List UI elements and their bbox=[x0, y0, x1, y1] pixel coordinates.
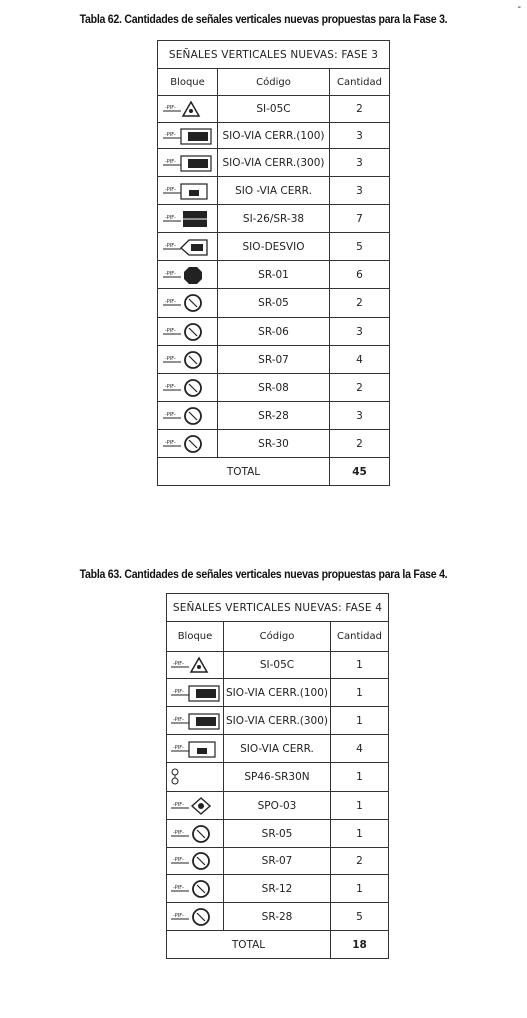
bloque-cell bbox=[158, 402, 218, 430]
svg-text:-PIF-: -PIF- bbox=[164, 299, 176, 305]
codigo-cell: SIO-DESVIO bbox=[218, 233, 330, 261]
circle-sign-icon bbox=[167, 828, 224, 840]
bloque-cell bbox=[167, 848, 224, 875]
codigo-cell: SR-07 bbox=[224, 848, 331, 875]
circle-sign-icon bbox=[159, 354, 217, 366]
cantidad-cell: 1 bbox=[331, 763, 389, 792]
cantidad-cell: 3 bbox=[330, 123, 390, 149]
bloque-cell bbox=[167, 763, 224, 792]
cantidad-cell: 5 bbox=[331, 903, 389, 931]
cantidad-cell: 3 bbox=[330, 149, 390, 177]
table-row bbox=[158, 318, 390, 346]
circle-sign-icon bbox=[167, 911, 224, 923]
cantidad-cell: 3 bbox=[330, 177, 390, 205]
col-header-codigo: Código bbox=[224, 622, 331, 652]
rect-sign-icon bbox=[159, 130, 217, 142]
svg-text:-PIF-: -PIF- bbox=[164, 131, 176, 138]
cantidad-cell: 1 bbox=[331, 679, 389, 707]
cantidad-cell: 4 bbox=[331, 735, 389, 763]
bloque-cell bbox=[167, 875, 224, 903]
bloque-cell bbox=[158, 205, 218, 233]
svg-text:-PIF-: -PIF- bbox=[164, 327, 176, 334]
table-row bbox=[158, 402, 390, 430]
table-row bbox=[158, 346, 390, 374]
cantidad-cell: 2 bbox=[330, 374, 390, 402]
triangle-sign-icon bbox=[159, 103, 217, 115]
table-row bbox=[158, 374, 390, 402]
bloque-cell bbox=[167, 735, 224, 763]
cantidad-cell: 5 bbox=[330, 233, 390, 261]
bloque-cell bbox=[158, 346, 218, 374]
svg-text:-PIF-: -PIF- bbox=[173, 857, 184, 863]
table-row bbox=[167, 903, 389, 931]
box-sign-icon bbox=[167, 743, 224, 755]
col-header-cantidad: Cantidad bbox=[331, 622, 389, 652]
svg-text:-PIF-: -PIF- bbox=[173, 912, 184, 919]
codigo-cell: SI-05C bbox=[218, 96, 330, 123]
svg-text:-PIF-: -PIF- bbox=[173, 884, 184, 891]
board-sign-icon bbox=[159, 213, 217, 225]
col-header-bloque: Bloque bbox=[167, 622, 224, 652]
codigo-cell: SI-26/SR-38 bbox=[218, 205, 330, 233]
cantidad-cell: 2 bbox=[330, 96, 390, 123]
bloque-cell bbox=[167, 820, 224, 848]
table-row bbox=[167, 763, 389, 792]
bloque-cell bbox=[158, 374, 218, 402]
svg-text:-PIF-: -PIF- bbox=[173, 801, 184, 808]
bloque-cell bbox=[167, 903, 224, 931]
circle-sign-icon bbox=[167, 855, 224, 867]
total-value: 45 bbox=[330, 458, 390, 486]
codigo-cell: SR-28 bbox=[224, 903, 331, 931]
cantidad-cell: 4 bbox=[330, 346, 390, 374]
cantidad-cell: 2 bbox=[330, 289, 390, 318]
cantidad-cell: 1 bbox=[331, 820, 389, 848]
table-row bbox=[167, 735, 389, 763]
svg-text:-PIF-: -PIF- bbox=[164, 355, 176, 362]
circle-sign-icon bbox=[159, 438, 217, 450]
bloque-cell bbox=[167, 707, 224, 735]
svg-text:-PIF-: -PIF- bbox=[173, 688, 184, 695]
bloque-cell bbox=[167, 652, 224, 679]
bloque-cell bbox=[167, 679, 224, 707]
svg-text:-PIF-: -PIF- bbox=[173, 661, 184, 667]
arrow-sign-icon bbox=[159, 241, 217, 253]
codigo-cell: SR-30 bbox=[218, 430, 330, 458]
cantidad-cell: 1 bbox=[331, 875, 389, 903]
cantidad-cell: 7 bbox=[330, 205, 390, 233]
stop-sign-icon bbox=[159, 269, 217, 281]
table-row bbox=[167, 652, 389, 679]
box-sign-icon bbox=[159, 185, 217, 197]
rect-sign-icon bbox=[159, 157, 217, 169]
table-row bbox=[158, 177, 390, 205]
table-row bbox=[158, 261, 390, 289]
svg-text:-PIF-: -PIF- bbox=[164, 105, 176, 111]
codigo-cell: SPO-03 bbox=[224, 792, 331, 820]
rect-sign-icon bbox=[167, 715, 224, 727]
cantidad-cell: 1 bbox=[331, 652, 389, 679]
total-label: TOTAL bbox=[167, 931, 331, 959]
table-row bbox=[158, 149, 390, 177]
codigo-cell: SIO-VIA CERR.(100) bbox=[218, 123, 330, 149]
diamond-sign-icon bbox=[167, 800, 224, 812]
codigo-cell: SR-08 bbox=[218, 374, 330, 402]
table-row bbox=[158, 289, 390, 318]
svg-text:-PIF-: -PIF- bbox=[164, 270, 176, 277]
cantidad-cell: 2 bbox=[331, 848, 389, 875]
table-row bbox=[158, 123, 390, 149]
codigo-cell: SP46-SR30N bbox=[224, 763, 331, 792]
bloque-cell bbox=[158, 177, 218, 205]
table-row bbox=[167, 820, 389, 848]
svg-text:-PIF-: -PIF- bbox=[164, 186, 176, 193]
codigo-cell: SR-05 bbox=[224, 820, 331, 848]
svg-text:-PIF-: -PIF- bbox=[164, 411, 176, 418]
bloque-cell bbox=[167, 792, 224, 820]
codigo-cell: SIO-VIA CERR.(100) bbox=[224, 679, 331, 707]
cantidad-cell: 3 bbox=[330, 318, 390, 346]
total-label: TOTAL bbox=[158, 458, 330, 486]
bloque-cell bbox=[158, 289, 218, 318]
table-62 bbox=[157, 40, 390, 486]
total-value: 18 bbox=[331, 931, 389, 959]
cantidad-cell: 1 bbox=[331, 792, 389, 820]
bloque-cell bbox=[158, 149, 218, 177]
svg-text:-PIF-: -PIF- bbox=[164, 383, 176, 390]
table-row bbox=[167, 679, 389, 707]
table-row bbox=[158, 205, 390, 233]
codigo-cell: SIO-VIA CERR.(300) bbox=[224, 707, 331, 735]
svg-text:-PIF-: -PIF- bbox=[173, 716, 184, 723]
codigo-cell: SR-05 bbox=[218, 289, 330, 318]
circle-sign-icon bbox=[159, 382, 217, 394]
col-header-cantidad: Cantidad bbox=[330, 69, 390, 96]
codigo-cell: SR-01 bbox=[218, 261, 330, 289]
table-row bbox=[158, 430, 390, 458]
bloque-cell bbox=[158, 318, 218, 346]
codigo-cell: SIO-VIA CERR.(300) bbox=[218, 149, 330, 177]
col-header-codigo: Código bbox=[218, 69, 330, 96]
post-sign-icon bbox=[167, 771, 224, 783]
cantidad-cell: 1 bbox=[331, 707, 389, 735]
cantidad-cell: 6 bbox=[330, 261, 390, 289]
bloque-cell bbox=[158, 430, 218, 458]
svg-text:-PIF-: -PIF- bbox=[173, 829, 184, 836]
circle-sign-icon bbox=[159, 297, 217, 309]
codigo-cell: SR-12 bbox=[224, 875, 331, 903]
codigo-cell: SR-28 bbox=[218, 402, 330, 430]
circle-sign-icon bbox=[159, 326, 217, 338]
rect-sign-icon bbox=[167, 687, 224, 699]
cantidad-cell: 2 bbox=[330, 430, 390, 458]
circle-sign-icon bbox=[159, 410, 217, 422]
bloque-cell bbox=[158, 96, 218, 123]
svg-text:-PIF-: -PIF- bbox=[164, 158, 176, 165]
table-63-title: SEÑALES VERTICALES NUEVAS: FASE 4 bbox=[167, 594, 389, 622]
codigo-cell: SR-06 bbox=[218, 318, 330, 346]
table-row bbox=[167, 848, 389, 875]
svg-text:-PIF-: -PIF- bbox=[173, 744, 184, 751]
table-row bbox=[158, 96, 390, 123]
bloque-cell bbox=[158, 261, 218, 289]
table-row bbox=[167, 707, 389, 735]
table-62-caption: Tabla 62. Cantidades de señales verticales nuevas propuestas para la Fase 3. bbox=[79, 12, 448, 26]
codigo-cell: SIO-VIA CERR. bbox=[224, 735, 331, 763]
col-header-bloque: Bloque bbox=[158, 69, 218, 96]
table-63 bbox=[166, 593, 389, 959]
circle-sign-icon bbox=[167, 883, 224, 895]
cantidad-cell: 3 bbox=[330, 402, 390, 430]
bloque-cell bbox=[158, 123, 218, 149]
svg-text:-PIF-: -PIF- bbox=[164, 214, 176, 221]
svg-text:-PIF-: -PIF- bbox=[164, 242, 176, 249]
codigo-cell: SI-05C bbox=[224, 652, 331, 679]
table-row bbox=[158, 233, 390, 261]
triangle-sign-icon bbox=[167, 659, 224, 671]
table-row bbox=[167, 875, 389, 903]
svg-text:-PIF-: -PIF- bbox=[164, 439, 176, 446]
table-row bbox=[167, 792, 389, 820]
bloque-cell bbox=[158, 233, 218, 261]
codigo-cell: SR-07 bbox=[218, 346, 330, 374]
table-62-title: SEÑALES VERTICALES NUEVAS: FASE 3 bbox=[158, 41, 390, 69]
codigo-cell: SIO -VIA CERR. bbox=[218, 177, 330, 205]
table-63-caption: Tabla 63. Cantidades de señales verticales nuevas propuestas para la Fase 4. bbox=[79, 567, 448, 581]
corner-mark: - bbox=[517, 2, 521, 13]
